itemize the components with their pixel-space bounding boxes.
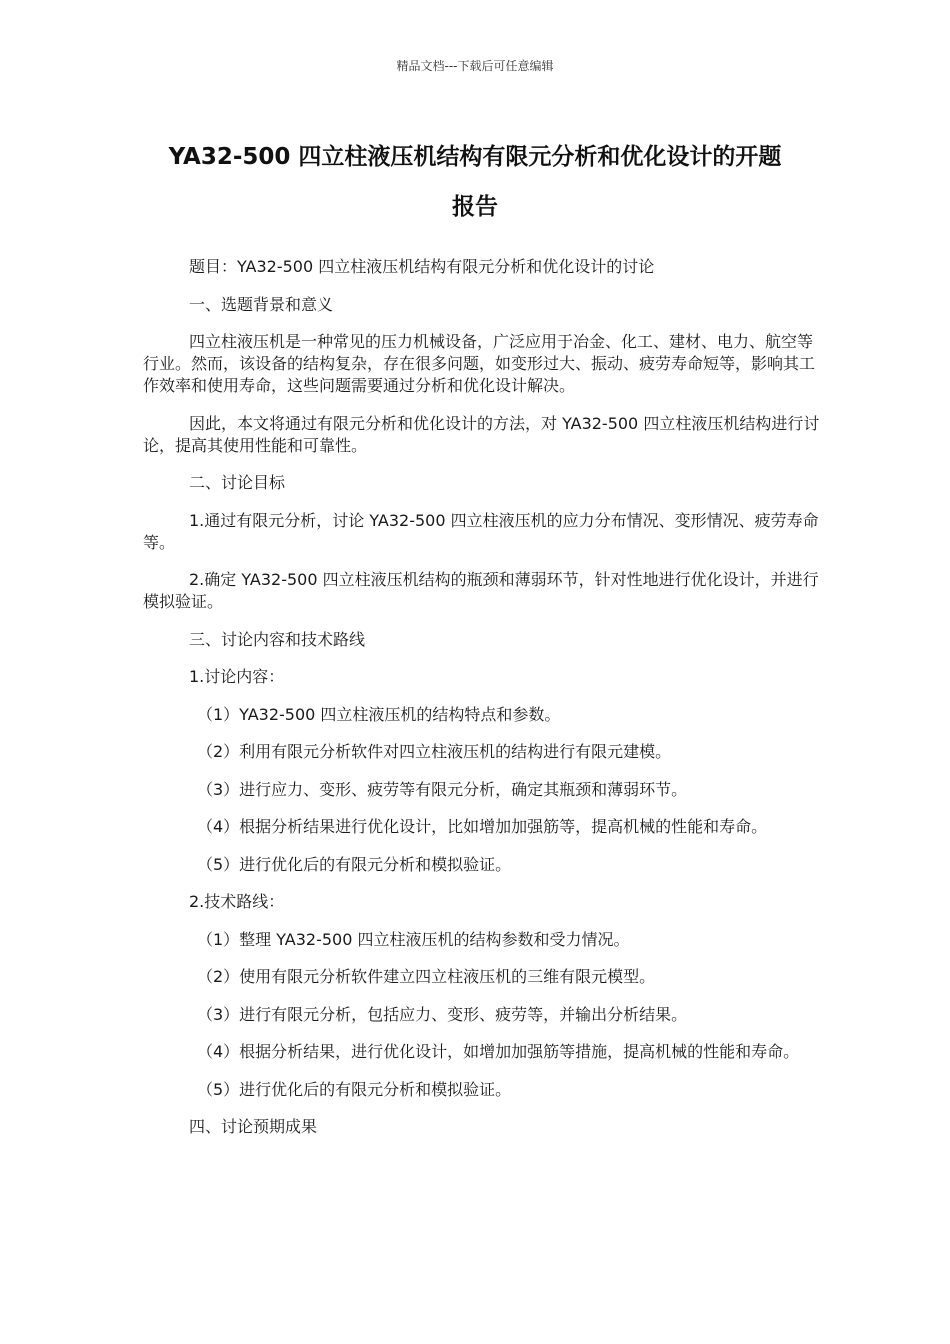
goal-item-1: 1.通过有限元分析，讨论 YA32-500 四立柱液压机的应力分布情况、变形情况、疲劳寿命等。 [143, 510, 819, 552]
content-item-3: （3）进行应力、变形、疲劳等有限元分析，确定其瓶颈和薄弱环节。 [197, 779, 688, 799]
document-body [143, 256, 823, 1154]
paragraph-background: 四立柱液压机是一种常见的压力机械设备，广泛应用于冶金、化工、建材、电力、航空等行业。然而，该设备的结构复杂，存在很多问题，如变形过大、振动、疲劳寿命短等，影响其工作效率和使用寿命，这些问题需要通过分析和优化设计解决。 [143, 332, 816, 395]
section-heading-background: 一、选题背景和意义 [189, 294, 334, 314]
goal-item-2: 2.确定 YA32-500 四立柱液压机结构的瓶颈和薄弱环节，针对性地进行优化设计，并进行模拟验证。 [143, 570, 819, 611]
content-item-2: （2）利用有限元分析软件对四立柱液压机的结构进行有限元建模。 [197, 742, 672, 761]
content-item-1: （1）YA32-500 四立柱液压机的结构特点和参数。 [197, 704, 561, 724]
section-heading-expected-results: 四、讨论预期成果 [189, 1117, 318, 1136]
content-item-5: （5）进行优化后的有限元分析和模拟验证。 [197, 854, 512, 874]
route-item-2: （2）使用有限元分析软件建立四立柱液压机的三维有限元模型。 [197, 967, 656, 986]
section-heading-goals: 二、讨论目标 [189, 473, 286, 492]
page-header-note: 精品文档---下载后可任意编辑 [396, 59, 554, 73]
route-item-1: （1）整理 YA32-500 四立柱液压机的结构参数和受力情况。 [197, 929, 630, 949]
topic-line: 题目：YA32-500 四立柱液压机结构有限元分析和优化设计的讨论 [189, 257, 655, 276]
document-title-line-2: 报告 [452, 194, 498, 220]
subheading-content: 1.讨论内容： [189, 667, 285, 686]
content-item-4: （4）根据分析结果进行优化设计，比如增加加强筋等，提高机械的性能和寿命。 [197, 817, 768, 836]
subheading-technical-route: 2.技术路线： [189, 892, 285, 911]
document-title [130, 132, 820, 232]
document-title-line-1: YA32-500 四立柱液压机结构有限元分析和优化设计的开题 [168, 144, 782, 170]
route-item-4: （4）根据分析结果，进行优化设计，如增加加强筋等措施，提高机械的性能和寿命。 [197, 1042, 800, 1061]
route-item-3: （3）进行有限元分析，包括应力、变形、疲劳等，并输出分析结果。 [197, 1004, 688, 1024]
section-heading-content-route: 三、讨论内容和技术路线 [189, 629, 366, 649]
paragraph-purpose: 因此，本文将通过有限元分析和优化设计的方法，对 YA32-500 四立柱液压机结构进行讨论，提高其使用性能和可靠性。 [143, 413, 820, 455]
route-item-5: （5）进行优化后的有限元分析和模拟验证。 [197, 1079, 512, 1099]
